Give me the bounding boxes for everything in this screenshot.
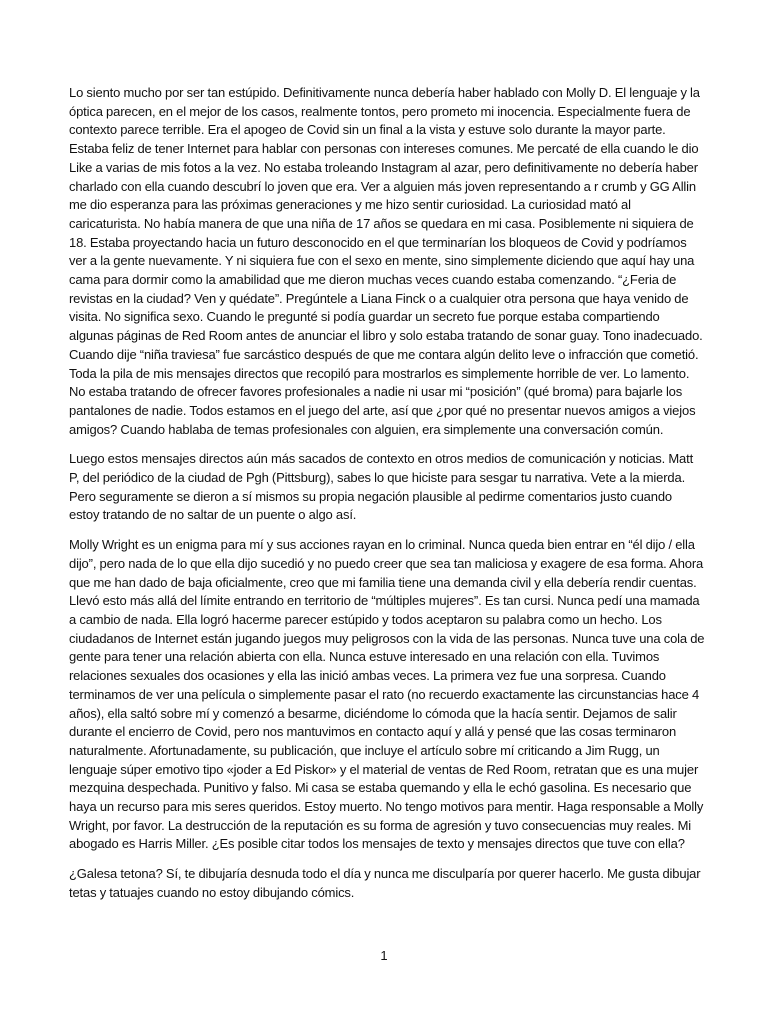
paragraph-1: Lo siento mucho por ser tan estúpido. Definitivamente nunca debería haber hablado con Molly D. El lenguaje y la óptica parecen, en el mejor de los casos, realmente tontos, pero prometo mi inocencia. Especialmente fuera de contexto parece terrible. Era el apogeo de Covid sin un final a la vista y estuve solo durante la mayor parte. Estaba feliz de tener Internet para hablar con personas con intereses comunes. Me percaté de ella cuando le dio Like a varias de mis fotos a la vez. No estaba troleando Instagram al azar, pero definitivamente no debería haber charlado con ella cuando descubrí lo joven que era. Ver a alguien más joven representando a r crumb y GG Allin me dio esperanza para las próximas generaciones y me hizo sentir curiosidad. La curiosidad mató al caricaturista. No había manera de que una niña de 17 años se quedara en mi casa. Posiblemente ni siquiera de 18. Estaba proyectando hacia un futuro desconocido en el que terminarían los bloqueos de Covid y podríamos ver a la gente nuevamente. Y ni siquiera fue con el sexo en mente, sino simplemente diciendo que aquí hay una cama para dormir como la amabilidad que me dieron muchas veces cuando estaba comenzando. “¿Feria de revistas en la ciudad? Ven y quédate”. Pregúntele a Liana Finck o a cualquier otra persona que haya venido de visita. No significa sexo. Cuando le pregunté si podía guardar un secreto fue porque estaba compartiendo algunas páginas de Red Room antes de anunciar el libro y solo estaba tratando de sonar guay. Tono inadecuado. Cuando dije “niña traviesa” fue sarcástico después de que me contara algún delito leve o infracción que cometió. Toda la pila de mis mensajes directos que recopiló para mostrarlos es simplemente horrible de ver. Lo lamento. No estaba tratando de ofrecer favores profesionales a nadie ni usar mi “posición” (qué broma) para bajarle los pantalones de nadie. Todos estamos en el juego del arte, así que ¿por qué no presentar nuevos amigos a viejos amigos? Cuando hablaba de temas profesionales con alguien, era simplemente una conversación común.	[69, 85, 703, 437]
paragraph-3: Molly Wright es un enigma para mí y sus acciones rayan en lo criminal. Nunca queda bien entrar en “él dijo / ella dijo”, pero nada de lo que ella dijo sucedió y no puedo creer que sea tan maliciosa y exagere de esa forma. Ahora que me han dado de baja oficialmente, creo que mi familia tiene una demanda civil y ella debería rendir cuentas. Llevó esto más allá del límite entrando en territorio de “múltiples mujeres”. Es tan cursi. Nunca pedí una mamada a cambio de nada. Ella logró hacerme parecer estúpido y todos aceptaron su palabra como un hecho. Los ciudadanos de Internet están jugando juegos muy peligrosos con la vida de las personas. Nunca tuve una cola de gente para tener una relación abierta con ella. Nunca estuve interesado en una relación con ella. Tuvimos relaciones sexuales dos ocasiones y ella las inició ambas veces. La primera vez fue una sorpresa. Cuando terminamos de ver una película o simplemente pasar el rato (no recuerdo exactamente las circunstancias hace 4 años), ella saltó sobre mí y comenzó a besarme, diciéndome lo cómoda que la hacía sentir. Dejamos de salir durante el encierro de Covid, pero nos mantuvimos en contacto aquí y allá y pensé que las cosas terminaron naturalmente. Afortunadamente, su publicación, que incluye el artículo sobre mí criticando a Jim Rugg, un lenguaje súper emotivo tipo «joder a Ed Piskor» y el material de ventas de Red Room, retratan que es una mujer mezquina despechada. Punitivo y falso. Mi casa se estaba quemando y ella le echó gasolina. Es necesario que haya un recurso para mis seres queridos. Estoy muerto. No tengo motivos para mentir. Haga responsable a Molly Wright, por favor. La destrucción de la reputación es su forma de agresión y tuvo consecuencias muy reales. Mi abogado es Harris Miller. ¿Es posible citar todos los mensajes de texto y mensajes directos que tuve con ella?	[69, 537, 705, 852]
page-number: 1	[380, 948, 388, 963]
paragraph-4: ¿Galesa tetona? Sí, te dibujaría desnuda todo el día y nunca me disculparía por querer hacerlo. Me gusta dibujar tetas y tatuajes cuando no estoy dibujando cómics.	[69, 866, 701, 900]
paragraph-2: Luego estos mensajes directos aún más sacados de contexto en otros medios de comunicación y noticias. Matt P, del periódico de la ciudad de Pgh (Pittsburg), sabes lo que hiciste para sesgar tu narrativa. Vete a la mierda. Pero seguramente se dieron a sí mismos su propia negación plausible al pedirme comentarios justo cuando estoy tratando de no saltar de un puente o algo así.	[69, 451, 694, 523]
document-body	[69, 84, 705, 914]
